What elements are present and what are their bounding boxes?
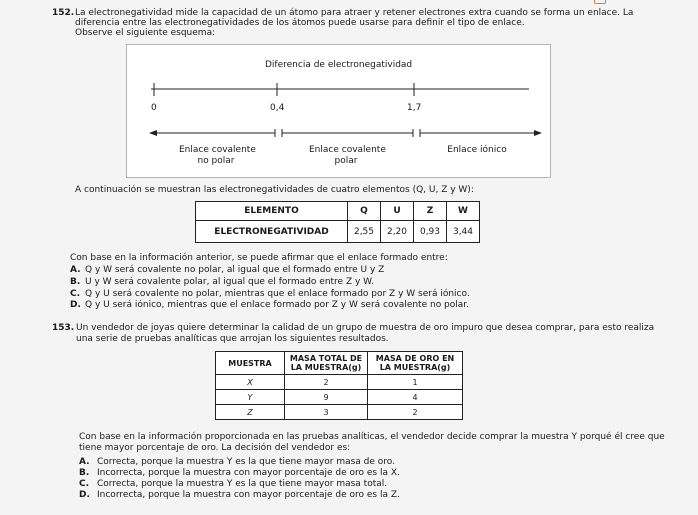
- electronegativity-diagram: [126, 44, 551, 178]
- table-value-z: 0,93: [414, 221, 447, 243]
- question-153-text-line2: una serie de pruebas analíticas que arrojan los siguientes resultados.: [76, 334, 389, 344]
- sample-total-mass: 3: [285, 405, 368, 420]
- table-header-gold-mass: MASA DE ORO EN LA MUESTRA(g): [368, 352, 463, 375]
- electronegativity-table: [195, 201, 480, 243]
- table-header-element: ELEMENTO: [196, 202, 348, 221]
- question-153-stem-line2: tiene mayor porcentaje de oro. La decisión del vendedor es:: [79, 443, 351, 453]
- bond-ionic-label: Enlace iónico: [447, 145, 507, 155]
- question-152-text-line1: La electronegatividad mide la capacidad de un átomo para atraer y retener electrones extra cuando se forma un enlace. La: [75, 8, 634, 18]
- option-d-letter: D.: [79, 490, 90, 500]
- table-value-w: 3,44: [447, 221, 480, 243]
- table-header-sample: MUESTRA: [216, 352, 285, 375]
- tick-label-1-7: 1,7: [407, 103, 422, 113]
- sample-gold-mass: 1: [368, 375, 463, 390]
- bond-nonpolar-label-line1: Enlace covalente: [179, 145, 256, 155]
- option-a-letter: A.: [70, 265, 81, 275]
- question-152-text-line3: Observe el siguiente esquema:: [75, 28, 216, 38]
- question-152-stem: Con base en la información anterior, se puede afirmar que el enlace formado entre:: [70, 253, 448, 263]
- bond-polar-label-line2: polar: [334, 156, 358, 166]
- table-header-z: Z: [414, 202, 447, 221]
- option-b-letter: B.: [79, 468, 90, 478]
- diagram-title: Diferencia de electronegatividad: [265, 60, 413, 70]
- question-153-text-line1: Un vendedor de joyas quiere determinar la calidad de un grupo de muestra de oro impuro que desea comprar, para esto realiza: [76, 323, 655, 333]
- table-header-total-mass: MASA TOTAL DE LA MUESTRA(g): [285, 352, 368, 375]
- arrow-left-icon: [149, 130, 157, 136]
- question-152-number: 152.: [52, 8, 75, 18]
- question-152-text-line2: diferencia entre las electronegatividades de los átomos puede usarse para definir el tipo de enlace.: [75, 18, 525, 28]
- corner-marker-icon: [594, 0, 606, 4]
- question-153-number: 153.: [52, 323, 75, 333]
- table-header-w: W: [447, 202, 480, 221]
- option-c-letter: C.: [70, 289, 81, 299]
- sample-gold-mass: 2: [368, 405, 463, 420]
- table-row: [216, 390, 463, 405]
- arrow-right-icon: [534, 130, 542, 136]
- sample-name: X: [216, 375, 285, 390]
- option-a-text: Q y W será covalente no polar, al igual que el formado entre U y Z: [85, 265, 385, 275]
- option-b-text: Incorrecta, porque la muestra con mayor porcentaje de oro es la X.: [97, 468, 400, 478]
- sample-gold-mass: 4: [368, 390, 463, 405]
- table-row-label: ELECTRONEGATIVIDAD: [196, 221, 348, 243]
- option-c-text: Correcta, porque la muestra Y es la que tiene mayor masa total.: [97, 479, 388, 489]
- sample-name: Z: [216, 405, 285, 420]
- table-header-u: U: [381, 202, 414, 221]
- option-d-letter: D.: [70, 300, 81, 310]
- table-header-q: Q: [348, 202, 381, 221]
- bond-nonpolar-label-line2: no polar: [197, 156, 235, 166]
- option-d-text: Incorrecta, porque la muestra con mayor porcentaje de oro es la Z.: [97, 490, 400, 500]
- option-d-text: Q y U será iónico, mientras que el enlace formado por Z y W será covalente no polar.: [85, 300, 470, 310]
- table-value-q: 2,55: [348, 221, 381, 243]
- sample-name: Y: [216, 390, 285, 405]
- option-b-letter: B.: [70, 277, 81, 287]
- bond-polar-label-line1: Enlace covalente: [309, 145, 386, 155]
- option-a-text: Correcta, porque la muestra Y es la que tiene mayor masa de oro.: [97, 457, 395, 467]
- option-c-text: Q y U será covalente no polar, mientras que el enlace formado por Z y W será iónico.: [85, 289, 470, 299]
- question-152-table-intro: A continuación se muestran las electronegatividades de cuatro elementos (Q, U, Z y W):: [75, 185, 474, 195]
- option-c-letter: C.: [79, 479, 90, 489]
- option-b-text: U y W será covalente polar, al igual que el formado entre Z y W.: [85, 277, 374, 287]
- sample-total-mass: 2: [285, 375, 368, 390]
- tick-label-0: 0: [151, 103, 157, 113]
- option-a-letter: A.: [79, 457, 90, 467]
- gold-samples-table: [215, 351, 463, 420]
- table-row: [216, 375, 463, 390]
- tick-label-0-4: 0,4: [270, 103, 285, 113]
- table-value-u: 2,20: [381, 221, 414, 243]
- table-row: [216, 405, 463, 420]
- sample-total-mass: 9: [285, 390, 368, 405]
- question-153-stem-line1: Con base en la información proporcionada en las pruebas analíticas, el vendedor decide comprar la muestra Y porqué él cree que: [79, 432, 665, 442]
